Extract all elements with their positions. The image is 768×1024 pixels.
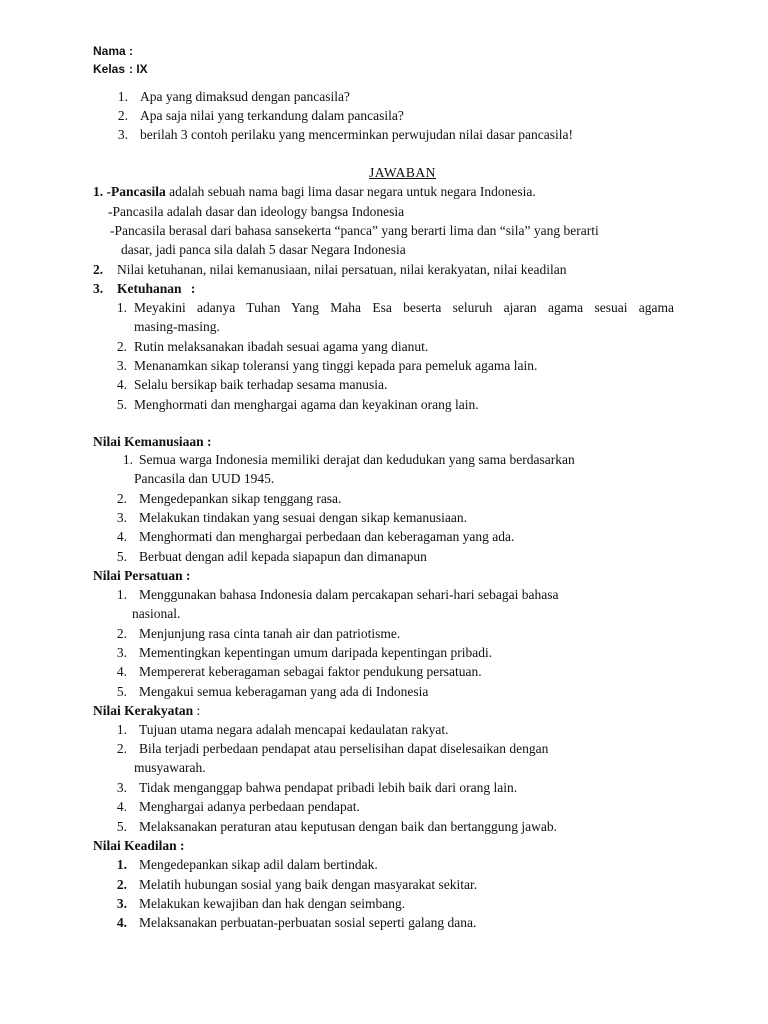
answer-number: 1. bbox=[93, 184, 104, 199]
list-item: Mengedepankan sikap tenggang rasa. bbox=[139, 491, 342, 506]
answer-number: 2. bbox=[93, 262, 104, 277]
list-item: Berbuat dengan adil kepada siapapun dan dimanapun bbox=[139, 549, 427, 564]
list-number: 5. bbox=[116, 819, 127, 834]
list-number: 3. bbox=[116, 645, 127, 660]
list-number: 4. bbox=[116, 664, 127, 679]
answer-1 bbox=[93, 183, 536, 201]
kelas-value: : IX bbox=[129, 62, 148, 76]
list-item: Mempererat keberagaman sebagai faktor pendukung persatuan. bbox=[139, 664, 482, 679]
question-number: 2. bbox=[117, 108, 128, 123]
answer-1-line-3: -Pancasila berasal dari bahasa sansekerta “panca” yang berarti lima dan “sila” yang berarti bbox=[110, 223, 599, 238]
list-item-cont: Pancasila dan UUD 1945. bbox=[134, 471, 275, 486]
list-item: Melaksanakan peraturan atau keputusan dengan baik dan bertanggung jawab. bbox=[139, 819, 557, 834]
question-text: Apa saja nilai yang terkandung dalam pancasila? bbox=[140, 108, 404, 123]
list-item: Tidak menganggap bahwa pendapat pribadi lebih baik dari orang lain. bbox=[139, 780, 518, 795]
list-number: 3. bbox=[116, 358, 127, 373]
list-number: 1. bbox=[116, 857, 127, 872]
keadilan-heading: Nilai Keadilan : bbox=[93, 838, 185, 853]
list-item: Mengedepankan sikap adil dalam bertindak. bbox=[139, 857, 378, 872]
answer-1-line-2: -Pancasila adalah dasar dan ideology bangsa Indonesia bbox=[108, 204, 405, 219]
answer-lead: -Pancasila bbox=[106, 184, 166, 199]
list-item: Menghormati dan menghargai agama dan keyakinan orang lain. bbox=[134, 397, 479, 412]
list-number: 1. bbox=[116, 300, 127, 315]
kemanusiaan-heading: Nilai Kemanusiaan : bbox=[93, 434, 212, 449]
list-item: Melaksanakan perbuatan-perbuatan sosial seperti galang dana. bbox=[139, 915, 477, 930]
list-number: 4. bbox=[116, 377, 127, 392]
list-item-cont: nasional. bbox=[132, 606, 181, 621]
list-number: 5. bbox=[116, 397, 127, 412]
list-item: Menanamkan sikap toleransi yang tinggi kepada para pemeluk agama lain. bbox=[134, 358, 538, 373]
list-number: 4. bbox=[116, 915, 127, 930]
list-item: Selalu bersikap baik terhadap sesama manusia. bbox=[134, 377, 388, 392]
list-item: Mementingkan kepentingan umum daripada kepentingan pribadi. bbox=[139, 645, 493, 660]
list-item: Semua warga Indonesia memiliki derajat dan kedudukan yang sama berdasarkan bbox=[139, 452, 575, 467]
list-item-cont: musyawarah. bbox=[134, 760, 206, 775]
list-number: 2. bbox=[116, 741, 127, 756]
answers-title: JAWABAN bbox=[369, 165, 436, 180]
list-number: 3. bbox=[116, 780, 127, 795]
list-number: 2. bbox=[116, 491, 127, 506]
list-number: 3. bbox=[116, 896, 127, 911]
answer-2-text: Nilai ketuhanan, nilai kemanusiaan, nilai persatuan, nilai kerakyatan, nilai keadilan bbox=[117, 262, 567, 277]
list-item: Menghormati dan menghargai perbedaan dan keberagaman yang ada. bbox=[139, 529, 515, 544]
answer-number: 3. bbox=[93, 281, 104, 296]
question-text: Apa yang dimaksud dengan pancasila? bbox=[140, 89, 350, 104]
question-number: 1. bbox=[117, 89, 128, 104]
list-number: 3. bbox=[116, 510, 127, 525]
persatuan-heading: Nilai Persatuan : bbox=[93, 568, 191, 583]
kerakyatan-heading: Nilai Kerakyatan : bbox=[93, 703, 201, 718]
list-number: 1. bbox=[122, 452, 133, 467]
ketuhanan-heading: Ketuhanan : bbox=[117, 281, 196, 296]
list-number: 5. bbox=[116, 549, 127, 564]
list-item: Tujuan utama negara adalah mencapai kedaulatan rakyat. bbox=[139, 722, 449, 737]
list-number: 2. bbox=[116, 877, 127, 892]
question-number: 3. bbox=[117, 127, 128, 142]
list-number: 4. bbox=[116, 529, 127, 544]
list-item: Menggunakan bahasa Indonesia dalam percakapan sehari-hari sebagai bahasa bbox=[139, 587, 559, 602]
nama-label: Nama : bbox=[93, 44, 134, 58]
list-number: 5. bbox=[116, 684, 127, 699]
list-item: Melakukan tindakan yang sesuai dengan sikap kemanusiaan. bbox=[139, 510, 468, 525]
list-item: Mengakui semua keberagaman yang ada di Indonesia bbox=[139, 684, 429, 699]
list-item: Melakukan kewajiban dan hak dengan seimbang. bbox=[139, 896, 406, 911]
list-item-cont: masing-masing. bbox=[134, 319, 220, 334]
list-item: Bila terjadi perbedaan pendapat atau perselisihan dapat diselesaikan dengan bbox=[139, 741, 549, 756]
list-number: 2. bbox=[116, 626, 127, 641]
list-item: Menghargai adanya perbedaan pendapat. bbox=[139, 799, 360, 814]
list-number: 1. bbox=[116, 587, 127, 602]
list-item: Meyakini adanya Tuhan Yang Maha Esa beserta seluruh ajaran agama sesuai agama bbox=[134, 300, 674, 315]
answer-1-line-3-cont: dasar, jadi panca sila dalah 5 dasar Negara Indonesia bbox=[121, 242, 406, 257]
list-number: 4. bbox=[116, 799, 127, 814]
answer-text: adalah sebuah nama bagi lima dasar negara untuk negara Indonesia. bbox=[165, 184, 536, 199]
kelas-label: Kelas bbox=[93, 62, 126, 76]
question-text: berilah 3 contoh perilaku yang mencerminkan perwujudan nilai dasar pancasila! bbox=[140, 127, 573, 142]
list-number: 1. bbox=[116, 722, 127, 737]
list-number: 2. bbox=[116, 339, 127, 354]
list-item: Rutin melaksanakan ibadah sesuai agama yang dianut. bbox=[134, 339, 429, 354]
list-item: Melatih hubungan sosial yang baik dengan masyarakat sekitar. bbox=[139, 877, 478, 892]
list-item: Menjunjung rasa cinta tanah air dan patriotisme. bbox=[139, 626, 401, 641]
